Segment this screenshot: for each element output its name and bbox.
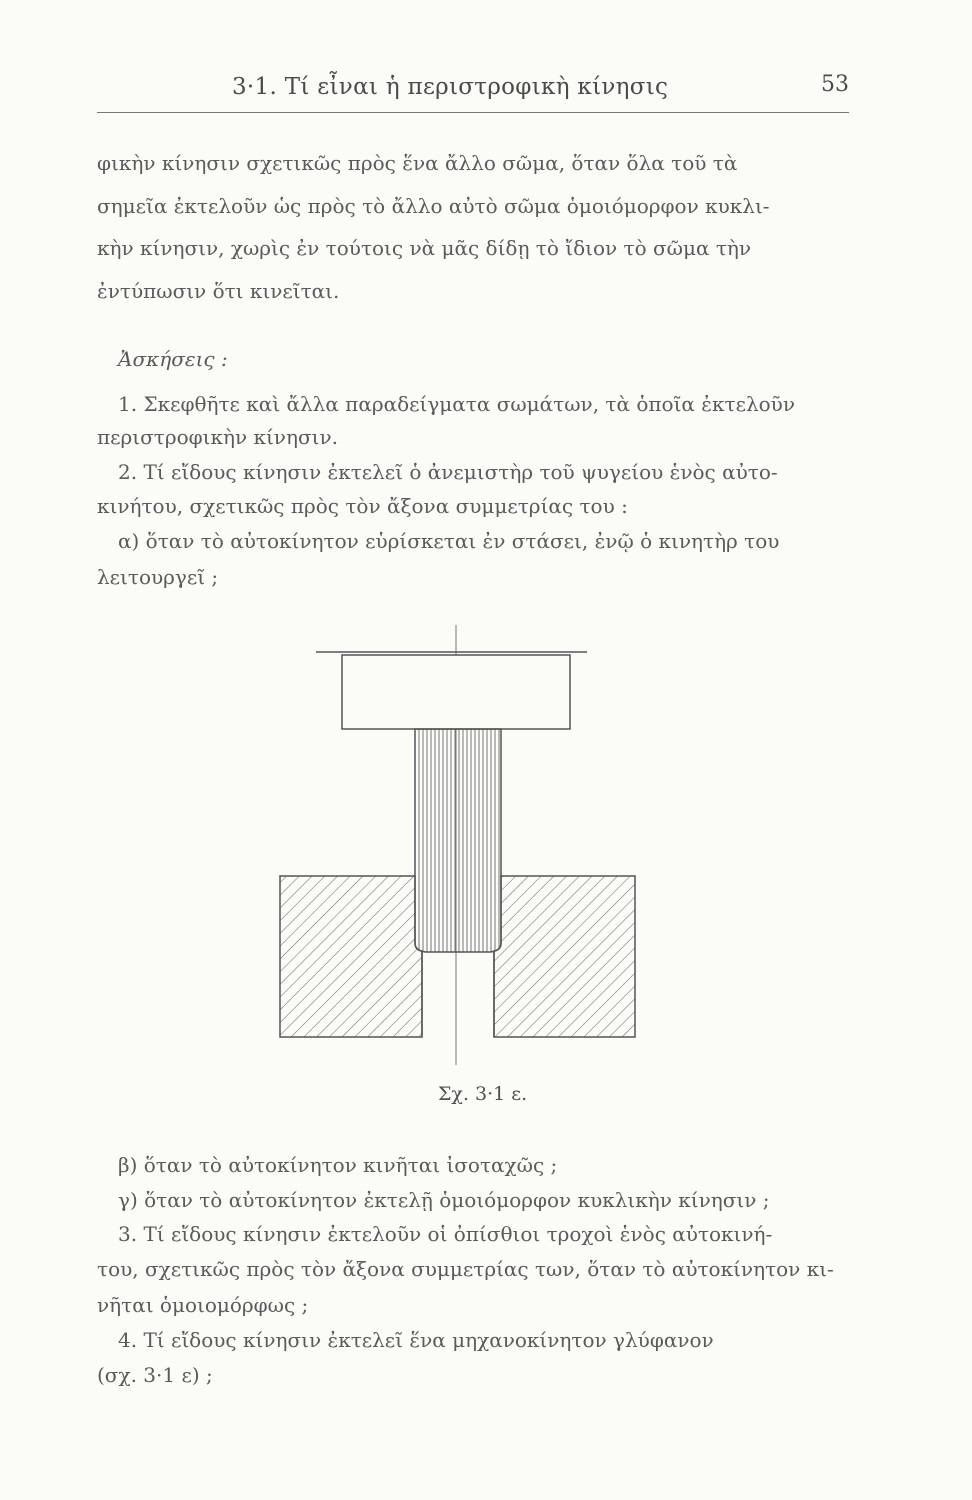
running-title: 3·1. Τί εἶναι ἡ περιστροφικὴ κίνησις xyxy=(232,74,669,100)
exercise-3-line-1: 3. Τί εἴδους κίνησιν ἐκτελοῦν οἱ ὀπίσθιοι τροχοὶ ἑνὸς αὐτοκινή- xyxy=(118,1222,773,1246)
exercise-1-line-2: περιστροφικὴν κίνησιν. xyxy=(97,425,338,449)
exercise-2-line-1: 2. Τί εἴδους κίνησιν ἐκτελεῖ ὁ ἀνεμιστὴρ τοῦ ψυγείου ἑνὸς αὐτο- xyxy=(118,460,778,484)
page-number: 53 xyxy=(821,72,849,97)
body-line-1: φικὴν κίνησιν σχετικῶς πρὸς ἕνα ἄλλο σῶμα, ὅταν ὅλα τοῦ τὰ xyxy=(97,151,738,175)
exercise-4-line-1: 4. Τί εἴδους κίνησιν ἐκτελεῖ ἕνα μηχανοκίνητον γλύφανον xyxy=(118,1328,714,1352)
exercise-2c: γ) ὅταν τὸ αὐτοκίνητον ἐκτελῇ ὁμοιόμορφον κυκλικὴν κίνησιν ; xyxy=(118,1188,770,1212)
exercise-3-line-2: του, σχετικῶς πρὸς τὸν ἄξονα συμμετρίας των, ὅταν τὸ αὐτοκίνητον κι- xyxy=(97,1257,834,1281)
body-line-3: κὴν κίνησιν, χωρὶς ἐν τούτοις νὰ μᾶς δίδῃ τὸ ἴδιον τὸ σῶμα τὴν xyxy=(97,236,752,260)
chuck-block xyxy=(342,655,570,729)
exercise-2-line-2: κινήτου, σχετικῶς πρὸς τὸν ἄξονα συμμετρίας του : xyxy=(97,494,628,518)
exercise-2a-line-2: λειτουργεῖ ; xyxy=(97,565,219,589)
body-line-2: σημεῖα ἐκτελοῦν ὡς πρὸς τὸ ἄλλο αὐτὸ σῶμα ὁμοιόμορφον κυκλι- xyxy=(97,194,770,218)
exercise-4-line-2: (σχ. 3·1 ε) ; xyxy=(97,1363,213,1387)
figure-caption: Σχ. 3·1 ε. xyxy=(438,1083,528,1105)
header-rule xyxy=(97,112,849,113)
router-bit-diagram xyxy=(270,625,640,1075)
router-bit xyxy=(415,729,501,952)
exercise-2b: β) ὅταν τὸ αὐτοκίνητον κινῆται ἰσοταχῶς ; xyxy=(118,1153,558,1177)
exercise-1-line-1: 1. Σκεφθῆτε καὶ ἄλλα παραδείγματα σωμάτων, τὰ ὁποῖα ἐκτελοῦν xyxy=(118,392,795,416)
workpiece-left xyxy=(280,876,422,1037)
exercise-2a-line-1: α) ὅταν τὸ αὐτοκίνητον εὑρίσκεται ἐν στάσει, ἐνῷ ὁ κινητὴρ του xyxy=(118,529,780,553)
exercises-heading: Ἀσκήσεις : xyxy=(118,347,228,371)
body-line-4: ἐντύπωσιν ὅτι κινεῖται. xyxy=(97,279,340,303)
page-header xyxy=(97,74,849,118)
figure-router-bit xyxy=(270,625,640,1075)
exercise-3-line-3: νῆται ὁμοιομόρφως ; xyxy=(97,1293,309,1317)
workpiece-right xyxy=(494,876,635,1037)
